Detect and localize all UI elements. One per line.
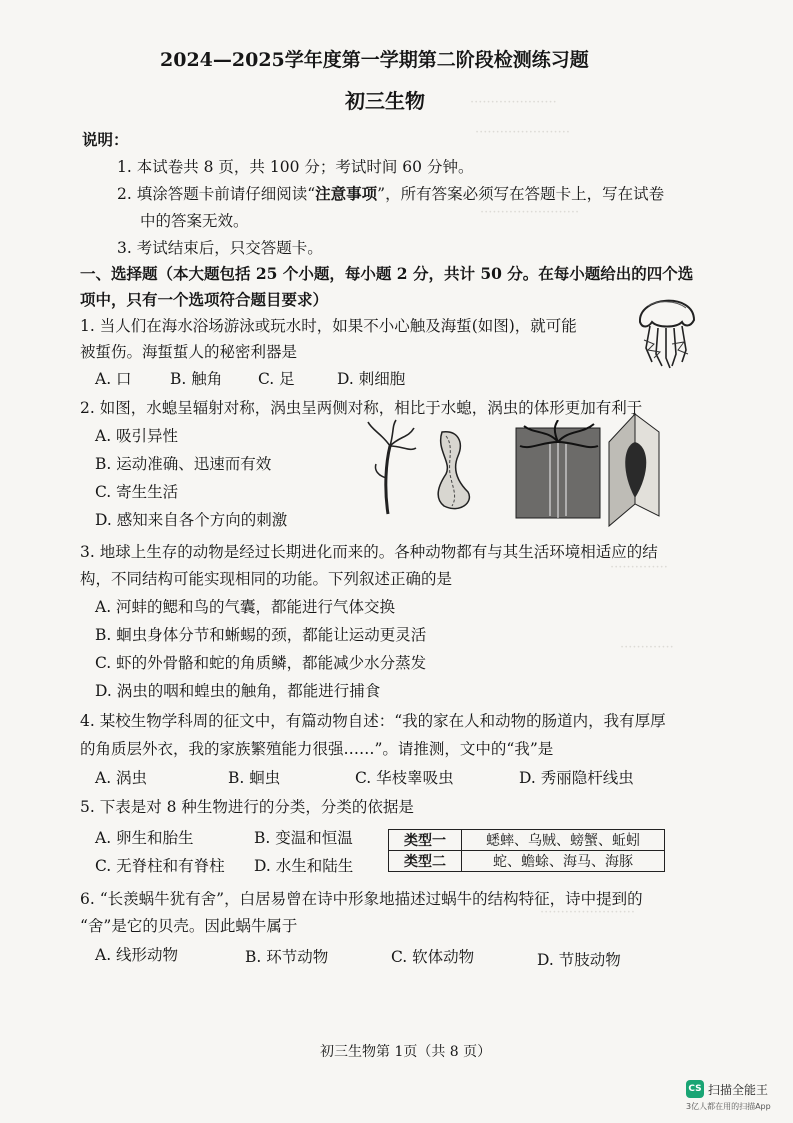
camscanner-logo-icon: CS — [686, 1080, 704, 1098]
table-row-header: 类型二 — [389, 851, 462, 872]
question-3-stem-continued: 构，不同结构可能实现相同的功能。下列叙述正确的是 — [80, 570, 453, 588]
bleed-through-text: ·············· — [610, 560, 668, 575]
radial-symmetry-diagram — [512, 420, 604, 522]
bleed-through-text: ························ — [480, 205, 580, 220]
question-2-option-a: A. 吸引异性 — [95, 427, 179, 445]
table-row — [389, 851, 665, 872]
instruction-item: 3. 考试结束后，只交答题卡。 — [117, 239, 323, 257]
classification-table — [388, 829, 665, 872]
question-6-option-b: B. 环节动物 — [245, 948, 329, 966]
bleed-through-text: ············· — [620, 640, 674, 655]
question-5-option-a: A. 卵生和胎生 — [95, 829, 194, 847]
question-1-stem-continued: 被蜇伤。海蜇蜇人的秘密利器是 — [80, 343, 298, 361]
question-3-option-b: B. 蛔虫身体分节和蜥蜴的颈，都能让运动更灵活 — [95, 626, 427, 644]
question-4-stem-continued: 的角质层外衣，我的家族繁殖能力很强……”。请推测，文中的“我”是 — [80, 740, 554, 758]
question-3-option-c: C. 虾的外骨骼和蛇的角质鳞，都能减少水分蒸发 — [95, 654, 427, 672]
bleed-through-text: ······················· — [540, 905, 636, 920]
question-6-option-a: A. 线形动物 — [95, 946, 179, 964]
question-4-option-b: B. 蛔虫 — [228, 769, 281, 787]
jellyfish-illustration — [632, 288, 702, 370]
section-heading: 一、选择题（本大题包括 25 个小题，每小题 2 分，共计 50 分。在每小题给出的四个选 — [80, 264, 694, 283]
planaria-illustration — [428, 426, 480, 516]
question-6-stem-continued: “舍”是它的贝壳。因此蜗牛属于 — [80, 917, 298, 935]
section-heading-continued: 项中，只有一个选项符合题目要求） — [80, 290, 329, 309]
exam-title: 2024—2025学年度第一学期第二阶段检测练习题 — [160, 49, 589, 71]
question-1-stem: 1. 当人们在海水浴场游泳或玩水时，如果不小心触及海蜇(如图)，就可能 — [80, 317, 577, 335]
table-row-header: 类型一 — [389, 830, 462, 851]
question-4-option-c: C. 华枝睾吸虫 — [355, 769, 454, 787]
question-2-option-c: C. 寄生生活 — [95, 483, 179, 501]
instruction-item: 2. 填涂答题卡前请仔细阅读“注意事项”，所有答案必须写在答题卡上，写在试卷 — [117, 184, 665, 203]
scanner-tagline: 3亿人都在用的扫描App — [686, 1102, 771, 1111]
scanner-watermark — [686, 1080, 768, 1098]
question-1-option-c: C. 足 — [258, 370, 295, 388]
page-footer: 初三生物第 1页（共 8 页） — [320, 1044, 492, 1060]
question-3-option-a: A. 河蚌的鳃和鸟的气囊，都能进行气体交换 — [95, 598, 396, 616]
bilateral-symmetry-diagram — [605, 412, 663, 528]
question-4-option-a: A. 涡虫 — [95, 769, 148, 787]
question-5-option-d: D. 水生和陆生 — [254, 857, 354, 875]
question-6-option-d: D. 节肢动物 — [537, 951, 621, 969]
scanner-app-name: 扫描全能王 — [708, 1082, 769, 1097]
bleed-through-text: ······················· — [475, 125, 571, 140]
question-2-option-b: B. 运动准确、迅速而有效 — [95, 455, 272, 473]
hydra-illustration — [362, 418, 420, 518]
question-5-stem: 5. 下表是对 8 种生物进行的分类，分类的依据是 — [80, 798, 414, 816]
question-1-option-a: A. 口 — [95, 370, 132, 388]
question-2-stem: 2. 如图，水螅呈辐射对称，涡虫呈两侧对称，相比于水螅，涡虫的体形更加有利于 — [80, 399, 643, 417]
bleed-through-text: ····················· — [470, 95, 557, 110]
instruction-item: 1. 本试卷共 8 页，共 100 分；考试时间 60 分钟。 — [117, 158, 474, 176]
instructions-heading: 说明： — [82, 130, 129, 149]
exam-subject: 初三生物 — [345, 89, 425, 113]
question-5-option-c: C. 无脊柱和有脊柱 — [95, 857, 225, 875]
question-4-stem: 4. 某校生物学科周的征文中，有篇动物自述：“我的家在人和动物的肠道内，我有厚厚 — [80, 712, 666, 730]
question-2-option-d: D. 感知来自各个方向的刺激 — [95, 511, 288, 529]
question-1-option-b: B. 触角 — [170, 370, 223, 388]
table-cell: 蟋蟀、乌贼、螃蟹、蚯蚓 — [462, 830, 665, 851]
instruction-item-continued: 中的答案无效。 — [140, 212, 249, 230]
question-4-option-d: D. 秀丽隐杆线虫 — [519, 769, 634, 787]
question-6-option-c: C. 软体动物 — [391, 948, 475, 966]
question-1-option-d: D. 刺细胞 — [337, 370, 406, 388]
table-row — [389, 830, 665, 851]
question-3-option-d: D. 涡虫的咽和蝗虫的触角，都能进行捕食 — [95, 682, 381, 700]
question-5-option-b: B. 变温和恒温 — [254, 829, 353, 847]
question-6-stem: 6. “长羡蜗牛犹有舍”，白居易曾在诗中形象地描述过蜗牛的结构特征，诗中提到的 — [80, 890, 643, 908]
question-3-stem: 3. 地球上生存的动物是经过长期进化而来的。各种动物都有与其生活环境相适应的结 — [80, 543, 658, 561]
table-cell: 蛇、蟾蜍、海马、海豚 — [462, 851, 665, 872]
